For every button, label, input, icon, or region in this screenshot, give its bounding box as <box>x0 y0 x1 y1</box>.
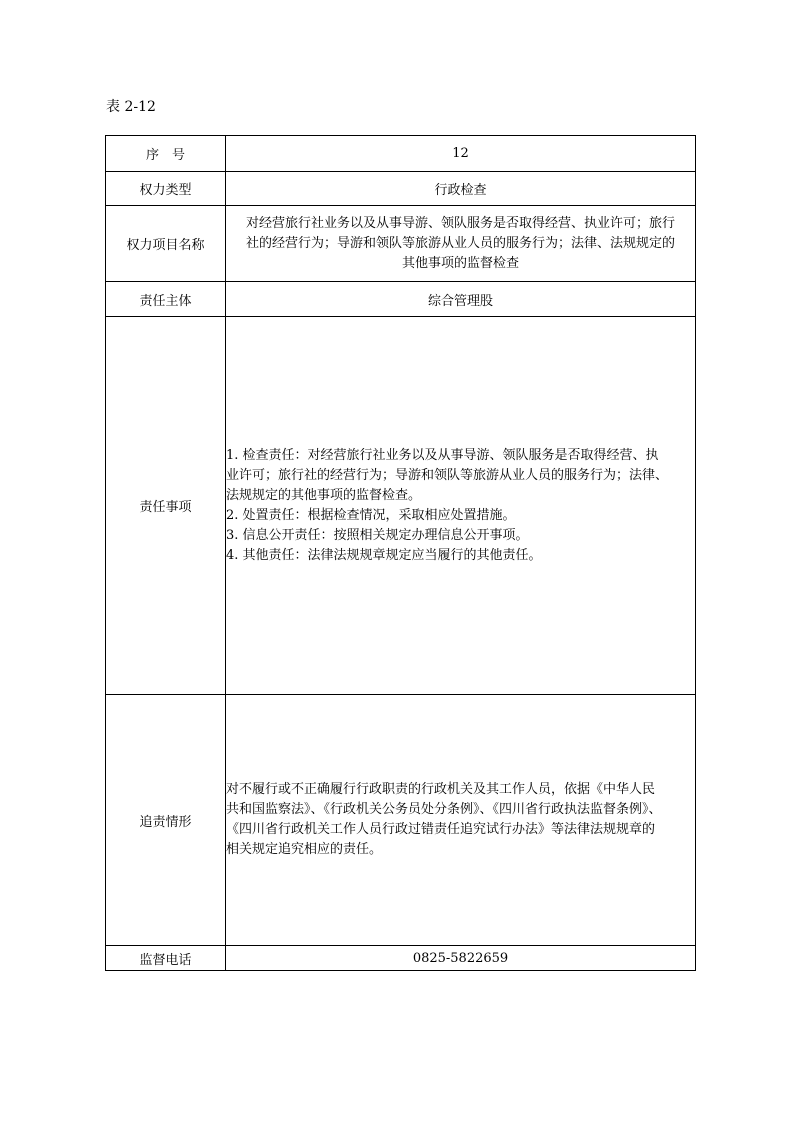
duties-value <box>226 317 696 695</box>
subject-label: 责任主体 <box>106 282 226 317</box>
duty-line: 法规规定的其他事项的监督检查。 <box>226 487 422 503</box>
row-subject <box>106 282 696 317</box>
duty-line: 3. 信息公开责任：按照相关规定办理信息公开事项。 <box>226 527 529 543</box>
duties-label: 责任事项 <box>106 317 226 695</box>
phone-value: 0825-5822659 <box>226 946 696 971</box>
table-caption: 表 2-12 <box>106 99 156 115</box>
name-line: 社的经营行为；导游和领队等旅游从业人员的服务行为；法律、法规规定的 <box>245 235 675 251</box>
name-line: 其他事项的监督检查 <box>401 255 519 271</box>
duty-line: 2. 处置责任：根据检查情况，采取相应处置措施。 <box>226 507 516 523</box>
row-seq <box>106 136 696 172</box>
accountability-value <box>226 695 696 946</box>
accountability-line: 对不履行或不正确履行行政职责的行政机关及其工作人员，依据《中华人民 <box>226 782 656 797</box>
accountability-label: 追责情形 <box>106 695 226 946</box>
seq-value: 12 <box>226 136 696 172</box>
duty-line: 业许可；旅行社的经营行为；导游和领队等旅游从业人员的服务行为；法律、 <box>226 467 669 483</box>
type-label: 权力类型 <box>106 172 226 206</box>
power-list-table <box>105 135 696 971</box>
row-name <box>106 206 696 282</box>
row-type <box>106 172 696 206</box>
accountability-line: 共和国监察法》、《行政机关公务员处分条例》、《四川省行政执法监督条例》、 <box>226 802 662 817</box>
type-value: 行政检查 <box>226 172 696 206</box>
name-line: 对经营旅行社业务以及从事导游、领队服务是否取得经营、执业许可；旅行 <box>245 215 675 231</box>
row-duties <box>106 317 696 695</box>
name-label: 权力项目名称 <box>106 206 226 282</box>
accountability-line: 《四川省行政机关工作人员行政过错责任追究试行办法》等法律法规规章的 <box>226 822 656 837</box>
duty-line: 1. 检查责任：对经营旅行社业务以及从事导游、领队服务是否取得经营、执 <box>226 447 659 463</box>
seq-label: 序 号 <box>106 136 226 172</box>
row-phone <box>106 946 696 971</box>
row-accountability <box>106 695 696 946</box>
name-value <box>226 206 696 282</box>
phone-label: 监督电话 <box>106 946 226 971</box>
subject-value: 综合管理股 <box>226 282 696 317</box>
duty-line: 4. 其他责任：法律法规规章规定应当履行的其他责任。 <box>226 547 542 563</box>
accountability-line: 相关规定追究相应的责任。 <box>226 842 383 857</box>
